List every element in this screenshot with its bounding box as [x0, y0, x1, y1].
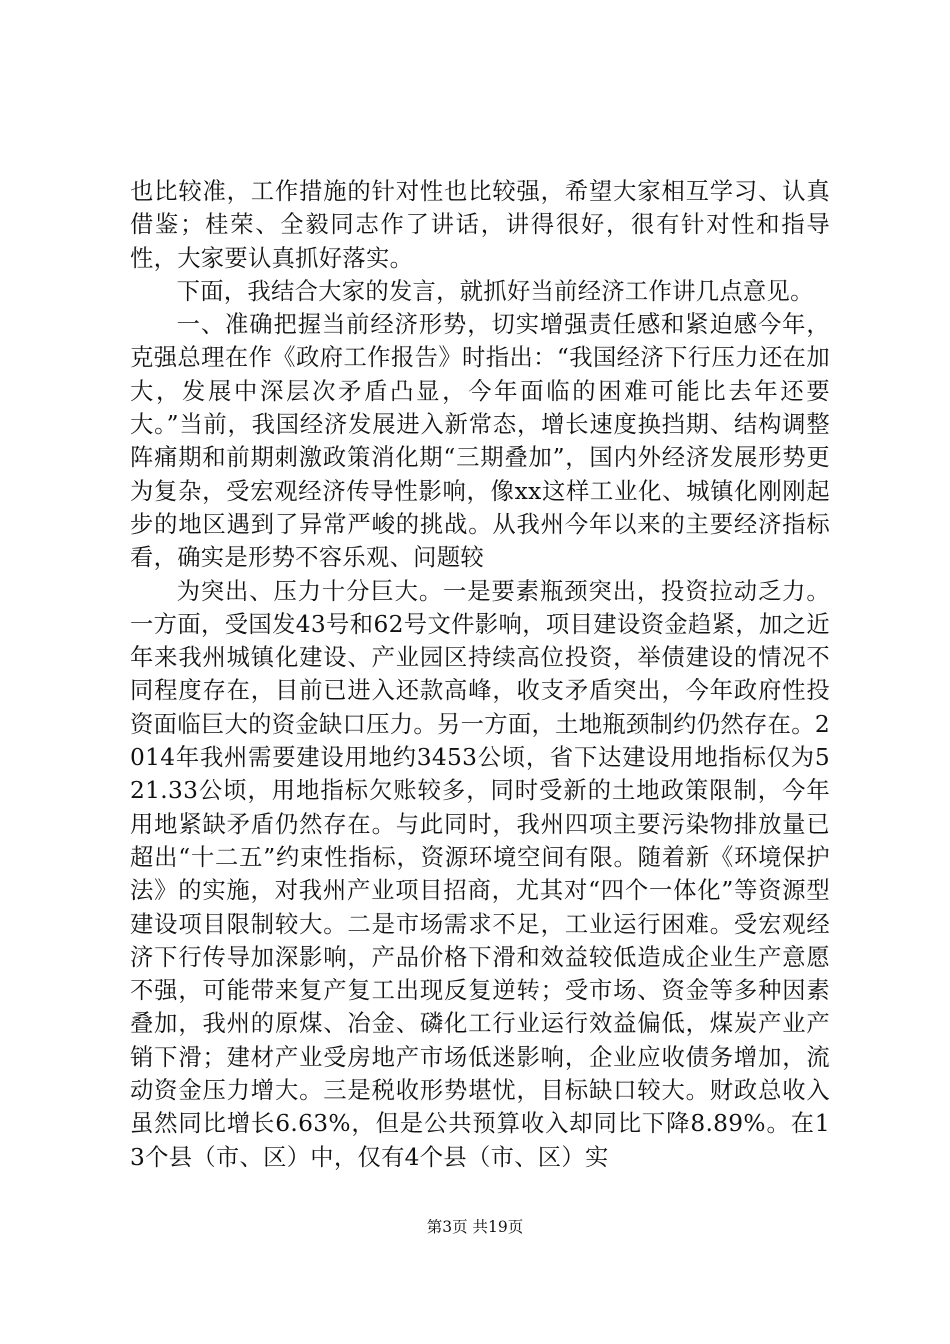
paragraph-intro: 下面，我结合大家的发言，就抓好当前经济工作讲几点意见。 — [176, 277, 814, 305]
document-body — [130, 175, 830, 1174]
paragraph-section-one: 一、准确把握当前经济形势，切实增强责任感和紧迫感今年，克强总理在作《政府工作报告》时指出：“我国经济下行压力还在加大，发展中深层次矛盾凸显，今年面临的困难可能比去年还要大。”当前，我国经济发展进入新常态，增长速度换挡期、结构调整阵痛期和前期刺激政策消化期“三期叠加”，国内外经济发展形势更为复杂，受宏观经济传导性影响，像xx这样工业化、城镇化刚刚起步的地区遇到了异常严峻的挑战。从我州今年以来的主要经济指标看，确实是形势不容乐观、问题较 — [130, 311, 830, 572]
paragraph-challenges: 为突出、压力十分巨大。一是要素瓶颈突出，投资拉动乏力。一方面，受国发43号和62号文件影响，项目建设资金趋紧，加之近年来我州城镇化建设、产业园区持续高位投资，举债建设的情况不同程度存在，目前已进入还款高峰，收支矛盾突出，今年政府性投资面临巨大的资金缺口压力。另一方面，土地瓶颈制约仍然存在。2014年我州需要建设用地约3453公顷，省下达建设用地指标仅为521.33公顷，用地指标欠账较多，同时受新的土地政策限制，今年用地紧缺矛盾仍然存在。与此同时，我州四项主要污染物排放量已超出“十二五”约束性指标，资源环境空间有限。随着新《环境保护法》的实施，对我州产业项目招商，尤其对“四个一体化”等资源型建设项目限制较大。二是市场需求不足，工业运行困难。受宏观经济下行传导加深影响，产品价格下滑和效益较低造成企业生产意愿不强，可能带来复产复工出现反复逆转；受市场、资金等多种因素叠加，我州的原煤、冶金、磷化工行业运行效益偏低，煤炭产业产销下滑；建材产业受房地产市场低迷影响，企业应收债务增加，流动资金压力增大。三是税收形势堪忧，目标缺口较大。财政总收入虽然同比增长6.63%，但是公共预算收入却同比下降8.89%。在13个县（市、区）中，仅有4个县（市、区）实 — [130, 577, 830, 1171]
page-footer: 第3页 共19页 — [426, 1218, 524, 1236]
paragraph-continuation: 也比较准，工作措施的针对性也比较强，希望大家相互学习、认真借鉴；桂荣、全毅同志作了讲话，讲得很好，很有针对性和指导性，大家要认真抓好落实。 — [130, 178, 830, 272]
